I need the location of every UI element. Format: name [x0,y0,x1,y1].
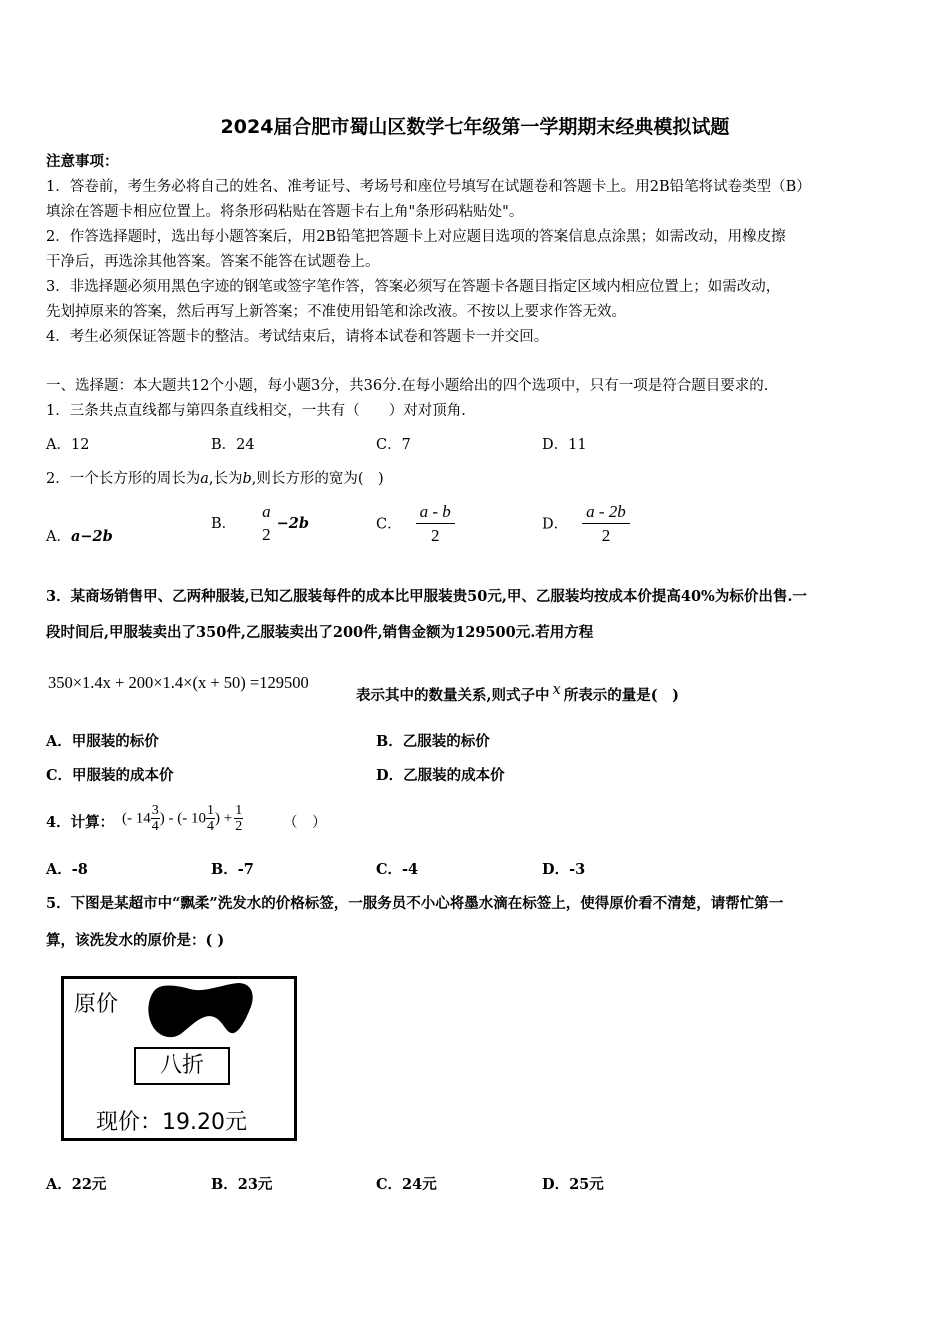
fraction-numerator: 1 [206,803,214,818]
q2-option-b [211,501,309,547]
question-5-line-1: 5．下图是某超市中“飘柔”洗发水的价格标签，一服务员不小心将墨水滴在标签上，使得原价看不清楚，请帮忙第一 [46,895,784,912]
q1-option-c: C．7 [376,437,411,453]
notice-line: 2．作答选择题时，选出每小题答案后，用2B铅笔把答题卡上对应题目选项的答案信息点涂黑；如需改动，用橡皮擦 [46,229,786,245]
ink-blot-icon [146,981,256,1041]
q2-stem-pre: 2．一个长方形的周长为 [46,471,201,487]
q2-stem-mid: ,长为 [208,471,243,487]
notice-line: 4．考生必须保证答题卡的整洁。考试结束后，请将本试卷和答题卡一并交回。 [46,329,549,345]
q4-fraction-2 [206,803,215,834]
fraction-denominator: 4 [206,819,214,834]
current-price-label: 现价：19.20元 [96,1110,247,1135]
q5-option-d: D．25元 [542,1176,604,1193]
section-heading: 一、选择题：本大题共12个小题，每小题3分，共36分.在每小题给出的四个选项中，只有一项是符合题目要求的. [46,378,769,394]
q5-option-c: C．24元 [376,1176,437,1193]
question-3-line-1: 3．某商场销售甲、乙两种服装,已知乙服装每件的成本比甲服装贵50元,甲、乙服装均按成本价提高40%为标价出售.一 [46,588,807,605]
notice-line: 先划掉原来的答案，然后再写上新答案；不准使用铅笔和涂改液。不按以上要求作答无效。 [46,304,626,320]
q4-option-c: C．-4 [376,861,419,878]
q1-option-a: A．12 [46,437,90,453]
q4-fraction-1 [151,803,160,834]
question-5-line-2: 算，该洗发水的原价是：( ) [46,932,225,949]
q3-option-a: A．甲服装的标价 [46,733,159,750]
q2-option-a-label: A． [46,529,71,545]
q2-option-b-label: B． [211,516,237,532]
q3-line3-pre: 表示其中的数量关系,则式子中 [356,687,550,704]
q2-stem-post: ,则长方形的宽为( ) [251,471,384,487]
q3-option-d: D．乙服装的成本价 [376,767,505,784]
price-tag-figure [61,976,297,1141]
question-3-line-3 [356,682,679,706]
fraction-denominator: 2 [582,523,630,548]
q4-expr-c: ) + [214,810,233,827]
q2-option-c [376,501,455,548]
notice-line: 1．答卷前，考生务必将自己的姓名、准考证号、考场号和座位号填写在试题卷和答题卡上。用2B铅笔将试卷类型（B） [46,179,811,195]
question-1-stem: 1．三条共点直线都与第四条直线相交，一共有（ ）对对顶角. [46,403,466,419]
q3-option-b: B．乙服装的标价 [376,733,490,750]
notice-line: 3．非选择题必须用黑色字迹的钢笔或签字笔作答，答案必须写在答题卡各题目指定区域内相应位置上；如需改动， [46,279,781,295]
fraction-numerator: 3 [151,803,159,818]
q2-option-c-label: C． [376,516,402,533]
q1-option-d: D．11 [542,437,587,453]
q3-option-c: C．甲服装的成本价 [46,767,174,784]
question-2-stem [46,469,384,489]
fraction-denominator: 2 [262,525,271,544]
notice-line: 填涂在答题卡相应位置上。将条形码粘贴在答题卡右上角"条形码粘贴处"。 [46,204,524,220]
q4-fraction-3 [234,803,243,834]
fraction-denominator: 2 [235,819,243,834]
discount-box: 八折 [134,1047,230,1085]
fraction-numerator: a - b [419,502,451,521]
q3-var-x: x [552,682,561,698]
q4-stem-post: （ ） [283,815,327,831]
q2-option-a [46,527,113,547]
page-title: 2024届合肥市蜀山区数学七年级第一学期期末经典模拟试题 [220,116,730,138]
q4-expression [122,803,243,834]
q4-option-b: B．-7 [211,861,254,878]
q4-option-a: A．-8 [46,861,88,878]
q5-option-b: B．23元 [211,1176,273,1193]
question-3-line-2: 段时间后,甲服装卖出了350件,乙服装卖出了200件,销售金额为129500元.若用方程 [46,624,594,641]
q2-option-c-fraction [416,501,455,548]
notice-line: 干净后，再选涂其他答案。答案不能答在试题卷上。 [46,254,380,270]
q2-var-b: b [242,471,252,487]
q4-option-d: D．-3 [542,861,586,878]
q2-option-b-tail: −2b [276,515,310,532]
fraction-numerator: 1 [235,803,243,818]
q1-option-b: B．24 [211,437,255,453]
fraction-numerator: a [262,502,271,521]
notice-heading: 注意事项： [46,153,119,170]
q4-expr-a: (- 14 [122,810,151,827]
fraction-denominator: 2 [416,523,455,548]
q4-expr-b: ) - (- 10 [159,810,206,827]
fraction-denominator: 4 [151,819,159,834]
original-price-label: 原价 [74,992,119,1017]
q4-stem-pre: 4．计算： [46,814,115,831]
q2-var-a: a [200,471,209,487]
fraction-numerator: a - 2b [586,502,626,521]
q2-option-b-fraction [258,501,275,547]
q2-option-d-label: D． [542,516,569,533]
q2-option-d [542,501,630,548]
q5-option-a: A．22元 [46,1176,107,1193]
q3-equation: 350×1.4x + 200×1.4×(x + 50) =129500 [48,673,309,692]
q2-option-a-expr: a−2b [70,528,113,545]
q2-option-d-fraction [582,501,630,548]
q3-line3-post: 所表示的量是( ) [563,687,679,704]
